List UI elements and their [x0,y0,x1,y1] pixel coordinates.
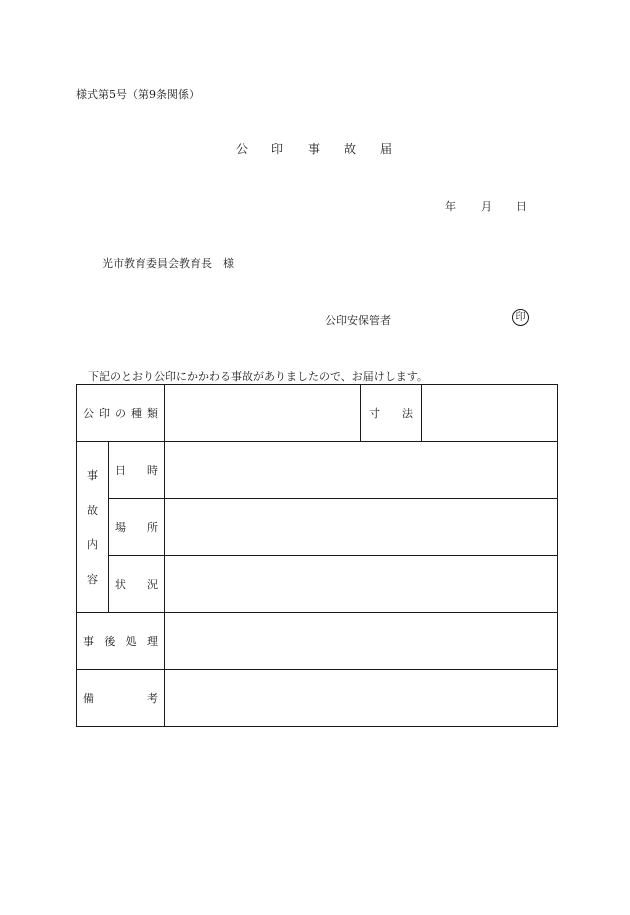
label-char: 印 [99,407,110,420]
place-field[interactable] [165,499,558,556]
date-year-label: 年 [445,200,456,213]
place-label-cell [109,499,165,556]
label-char: 場 [115,521,126,534]
label-char: 事 [83,635,94,648]
datetime-field[interactable] [165,442,558,499]
title-char: 事 [308,142,321,156]
label-char: 寸 [369,407,380,420]
label-char: 備 [83,692,94,705]
situation-label-cell [109,556,165,613]
title-char: 公 [236,142,249,156]
label-char: 理 [146,635,158,648]
date-month-label: 月 [481,200,492,213]
label-char: 故 [87,503,98,517]
addressee: 光市教育委員会教育長 様 [102,257,234,270]
label-char: 考 [147,692,158,705]
intro-text: 下記のとおり公印にかかわる事故がありましたので、お届けします。 [88,370,428,383]
label-char: 容 [87,572,98,586]
form-number: 様式第5号（第9条関係） [76,88,200,101]
label-char: 処 [125,635,137,648]
label-char: 種 [131,407,142,420]
label-char: 公 [83,407,94,420]
label-char: 法 [402,407,413,420]
title-char: 印 [271,142,284,156]
size-field[interactable] [422,385,558,442]
title-char: 届 [380,142,393,156]
label-char: 況 [147,578,158,591]
label-char: 事 [87,469,98,482]
seal-type-label-cell [77,385,165,442]
remarks-field[interactable] [165,670,558,727]
size-label-cell [361,385,422,442]
followup-field[interactable] [165,613,558,670]
remarks-label-cell [77,670,165,727]
followup-label-cell [77,613,165,670]
label-char: 所 [147,521,158,534]
incident-form-table [76,384,558,727]
date-day-label: 日 [516,200,527,213]
datetime-label-cell [109,442,165,499]
incident-details-label-cell [77,442,109,613]
label-char: 後 [104,635,116,648]
seal-type-field[interactable] [165,385,361,442]
label-char: 状 [115,578,126,591]
label-char: の [115,407,126,420]
label-char: 内 [87,538,98,552]
label-char: 時 [147,464,158,477]
label-char: 類 [147,407,158,420]
title-char: 故 [344,142,357,156]
seal-mark-icon: 印 [512,309,529,326]
situation-field[interactable] [165,556,558,613]
label-char: 日 [115,464,126,477]
custodian-label: 公印安保管者 [325,314,391,327]
